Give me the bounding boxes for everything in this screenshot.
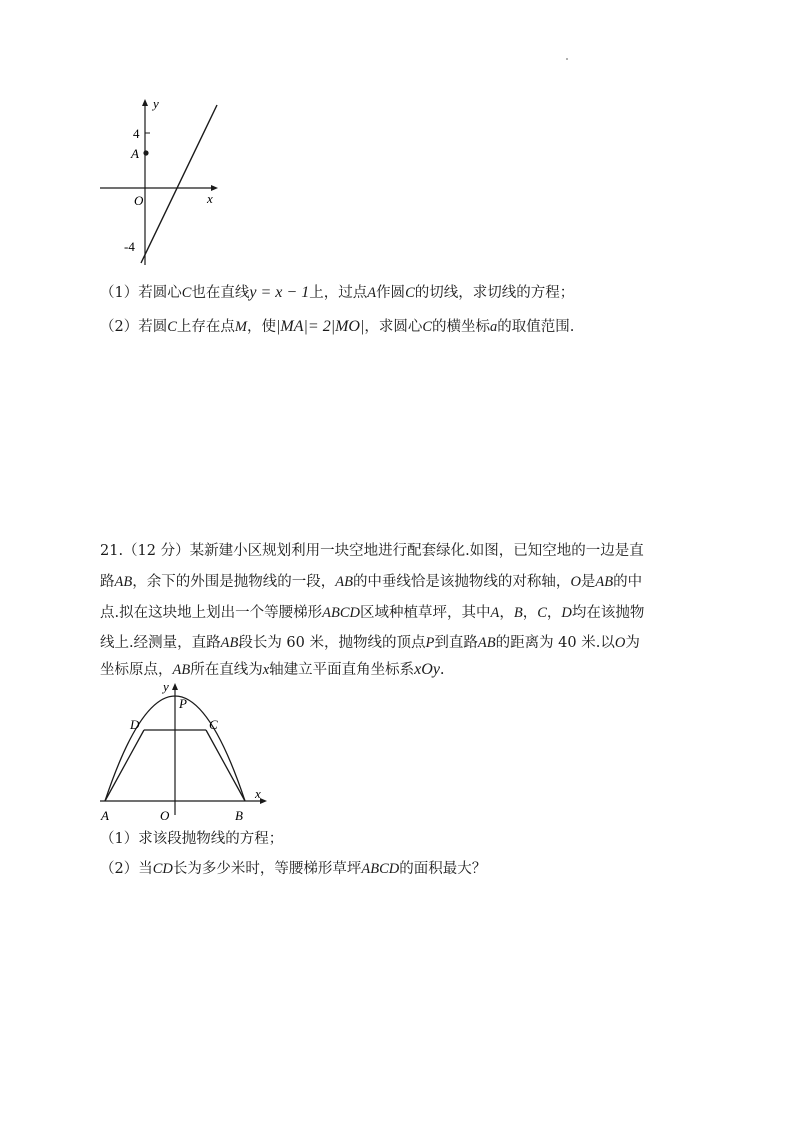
x-axis-label: x	[255, 786, 261, 801]
figure-parabola	[95, 675, 275, 825]
q20-part2: （2）若圆C上存在点M，使|MA|= 2|MO|，求圆心C的横坐标a的取值范围.	[100, 318, 575, 335]
scan-speck	[566, 58, 568, 60]
q21-line3: 点.拟在这块地上划出一个等腰梯形ABCD区域种植草坪，其中A，B，C，D均在该抛物	[100, 605, 645, 621]
trapezoid-side-ad	[105, 730, 144, 801]
q21-part1: （1）求该段抛物线的方程；	[100, 831, 284, 847]
q21-part2: （2）当CD长为多少米时，等腰梯形草坪ABCD的面积最大？	[100, 861, 487, 877]
graph-line	[141, 105, 217, 263]
point-a-label: A	[131, 146, 139, 161]
x-axis-arrow	[260, 798, 267, 804]
q21-line5: 坐标原点，AB所在直线为x轴建立平面直角坐标系xOy.	[100, 661, 445, 678]
origin-label: O	[134, 193, 144, 208]
point-b-label: B	[235, 808, 243, 823]
q20-part1: （1）若圆心C也在直线y = x − 1上，过点A作圆C的切线，求切线的方程；	[100, 284, 575, 301]
tick-label-neg4: -4	[124, 239, 135, 254]
q21-line2: 路AB，余下的外围是抛物线的一段，AB的中垂线恰是该抛物线的对称轴，O是AB的中	[100, 574, 643, 590]
point-c-label: C	[209, 717, 218, 732]
y-axis-arrow	[172, 683, 178, 690]
coordinate-system: xOy	[414, 661, 440, 678]
origin-label: O	[160, 808, 170, 823]
y-axis-label: y	[153, 96, 159, 111]
trapezoid-side-bc	[206, 730, 245, 801]
q21-line1: 21.（12 分）某新建小区规划利用一块空地进行配套绿化.如图，已知空地的一边是直	[100, 543, 644, 559]
x-axis-label: x	[207, 191, 213, 206]
point-p-label: P	[179, 696, 187, 711]
line-equation: y = x − 1	[249, 284, 310, 301]
distance-condition: |MA|= 2|MO|	[276, 318, 365, 335]
y-axis-label: y	[163, 679, 169, 694]
q21-line4: 线上.经测量，直路AB段长为 60 米，抛物线的顶点P到直路AB的距离为 40 米.以O为	[100, 635, 640, 651]
point-d-label: D	[130, 717, 140, 732]
y-axis-arrow	[142, 99, 148, 106]
point-a	[143, 150, 148, 155]
figure-line-graph	[95, 95, 225, 270]
tick-label-4: 4	[133, 126, 140, 141]
point-a-label: A	[101, 808, 109, 823]
